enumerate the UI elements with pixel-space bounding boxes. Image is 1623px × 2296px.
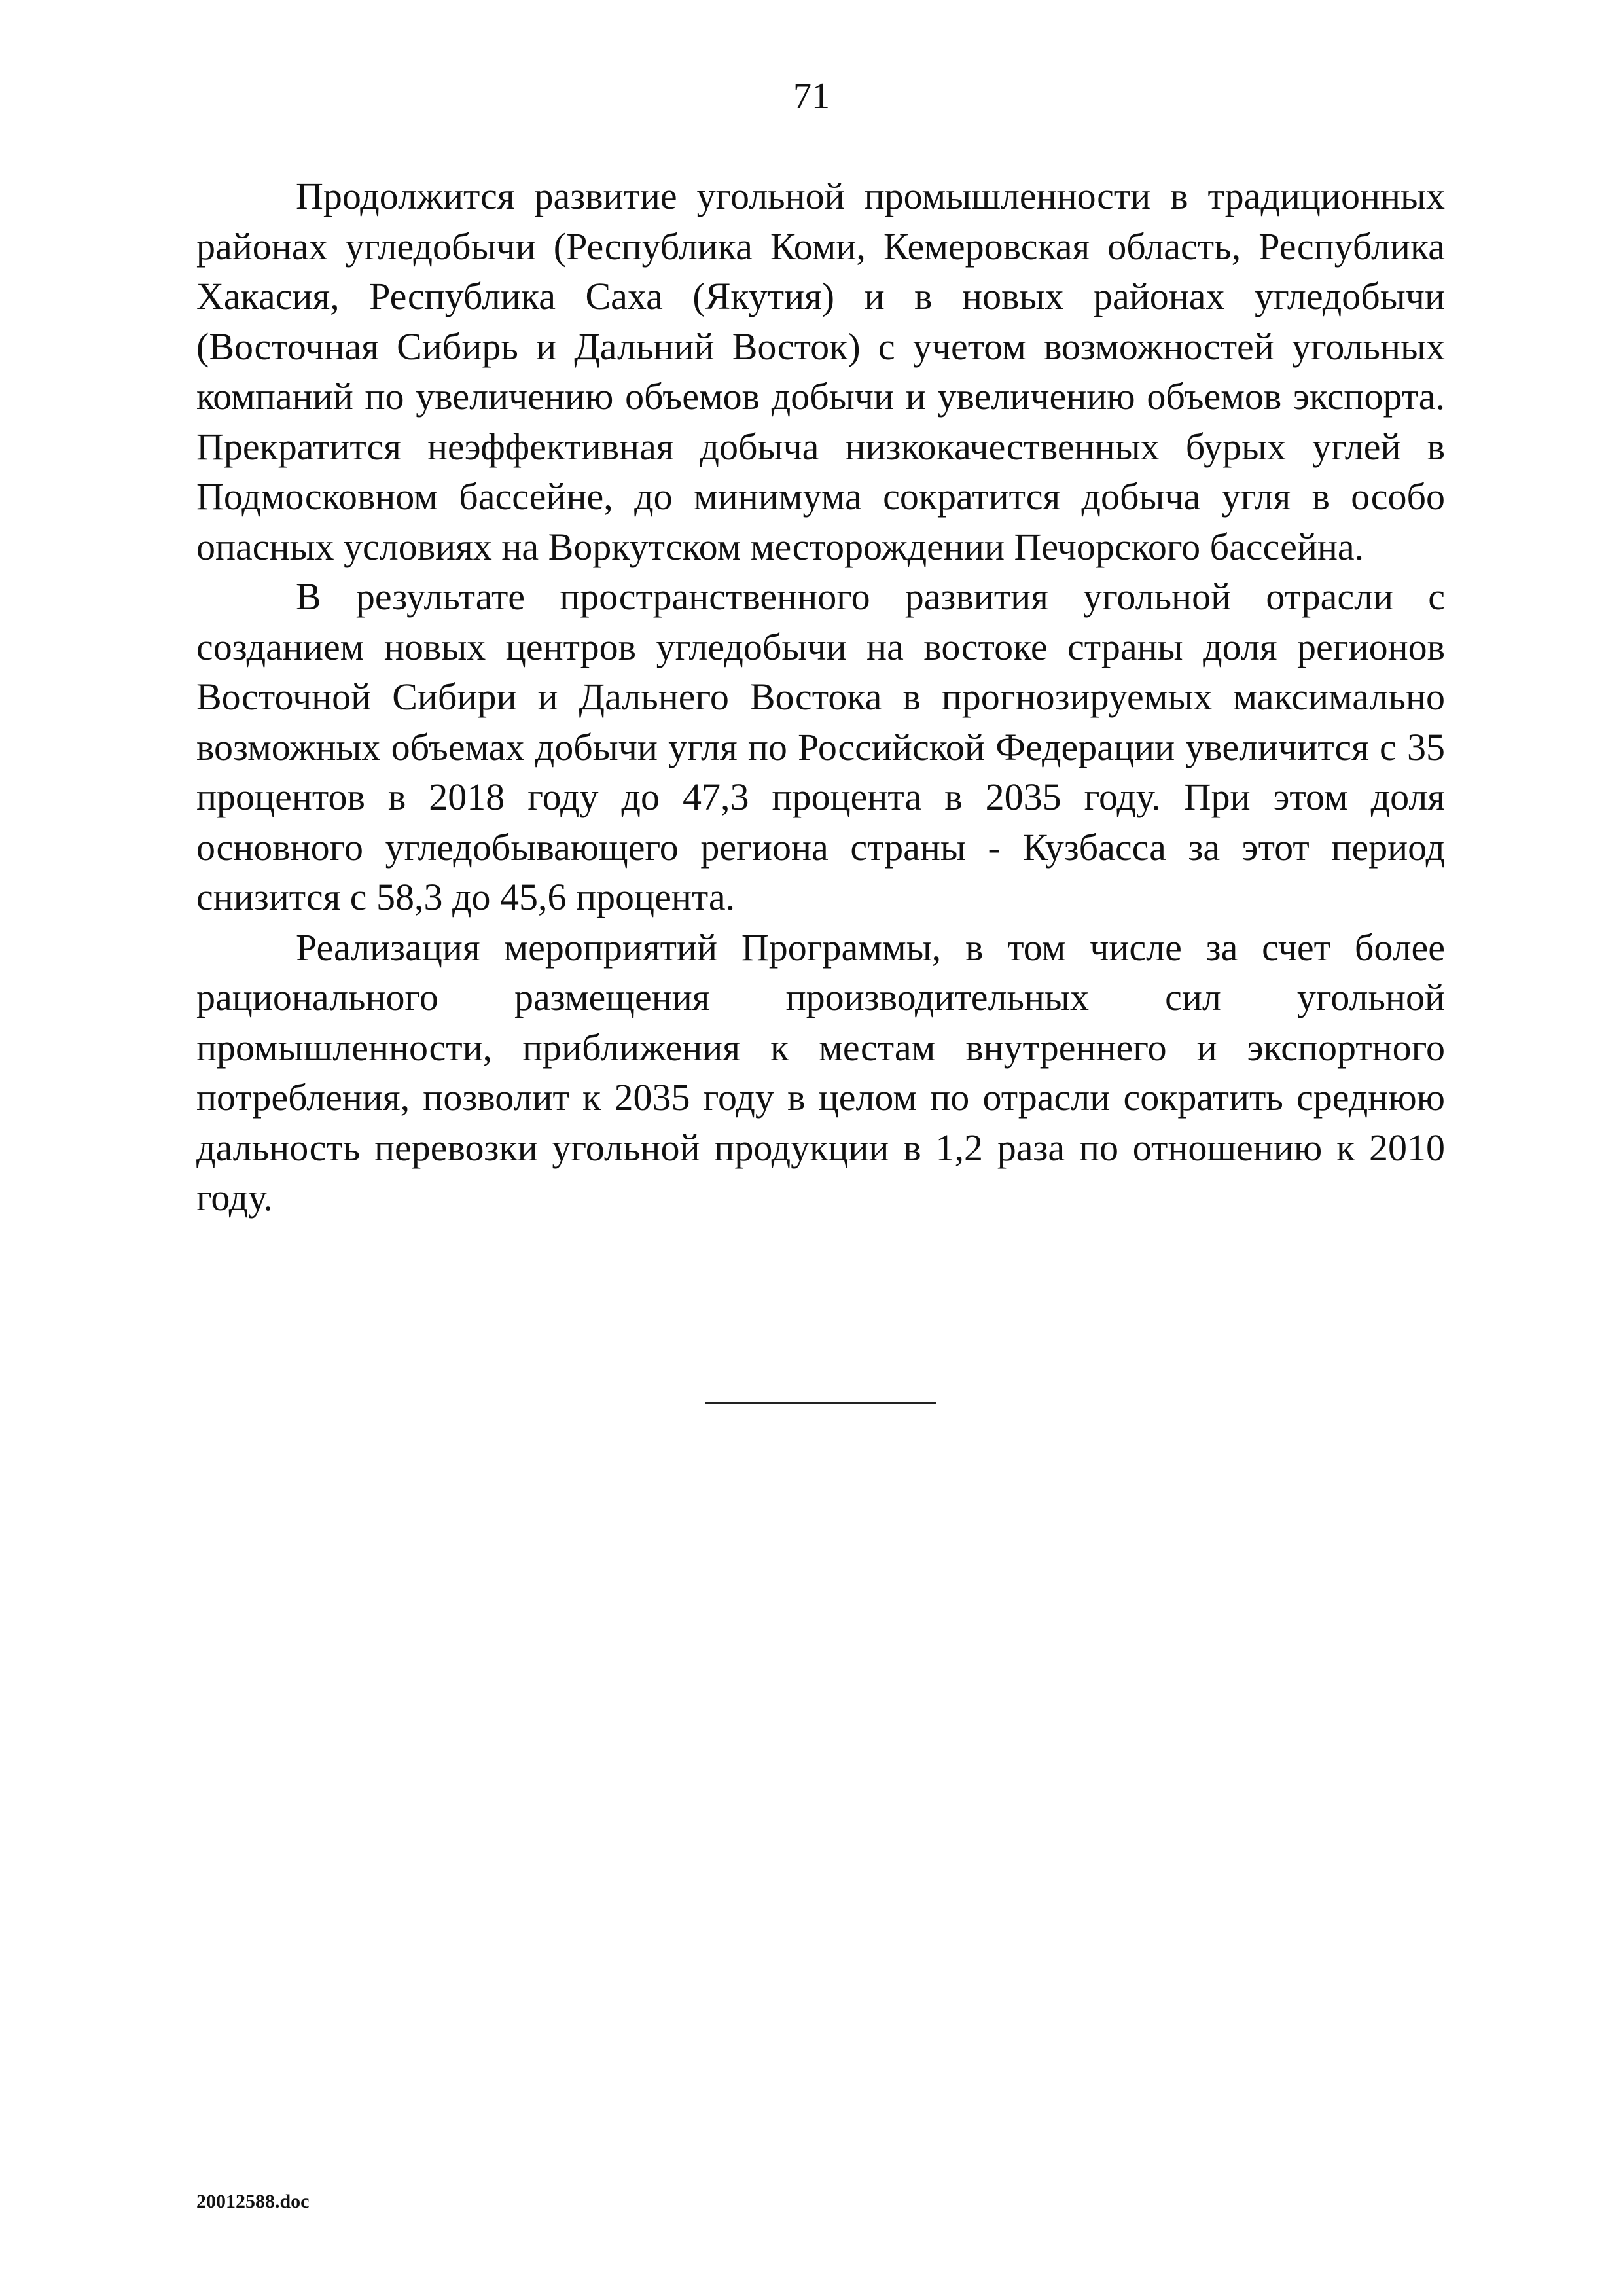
paragraph-spatial-development: В результате пространственного развития угольной отрасли с созданием новых центров угледобычи на востоке страны доля регионов Восточной Сибири и Дальнего Востока в прогнозируемых максимально возможных объемах добычи угля по Российской Федерации увеличится с 35 процентов в 2018 году до 47,3 процента в 2035 году. При этом доля основного угледобывающего региона страны - Кузбасса за этот период снизится с 58,3 до 45,6 процента. — [196, 575, 1445, 918]
footer-document-id: 20012588.doc — [196, 2191, 310, 2212]
paragraph-program-measures: Реализация мероприятий Программы, в том числе за счет более рационального размещения производительных сил угольной промышленности, приближения к местам внутреннего и экспортного потребления, позволит к 2035 году в целом по отрасли сократить среднюю дальность перевозки угольной продукции в 1,2 раза по отношению к 2010 году. — [196, 925, 1445, 1219]
paragraph-coal-industry-development: Продолжится развитие угольной промышленности в традиционных районах угледобычи (Республика Коми, Кемеровская область, Республика Хакасия, Республика Саха (Якутия) и в новых районах угледобычи (Восточная Сибирь и Дальний Восток) с учетом возможностей угольных компаний по увеличению объемов добычи и увеличению объемов экспорта. Прекратится неэффективная добыча низкокачественных бурых углей в Подмосковном бассейне, до минимума сократится добыча угля в особо опасных условиях на Воркутском месторождении Печорского бассейна. — [196, 175, 1445, 568]
page-number: 71 — [793, 76, 830, 117]
document-body — [196, 171, 1445, 1223]
section-end-divider — [705, 1402, 936, 1404]
